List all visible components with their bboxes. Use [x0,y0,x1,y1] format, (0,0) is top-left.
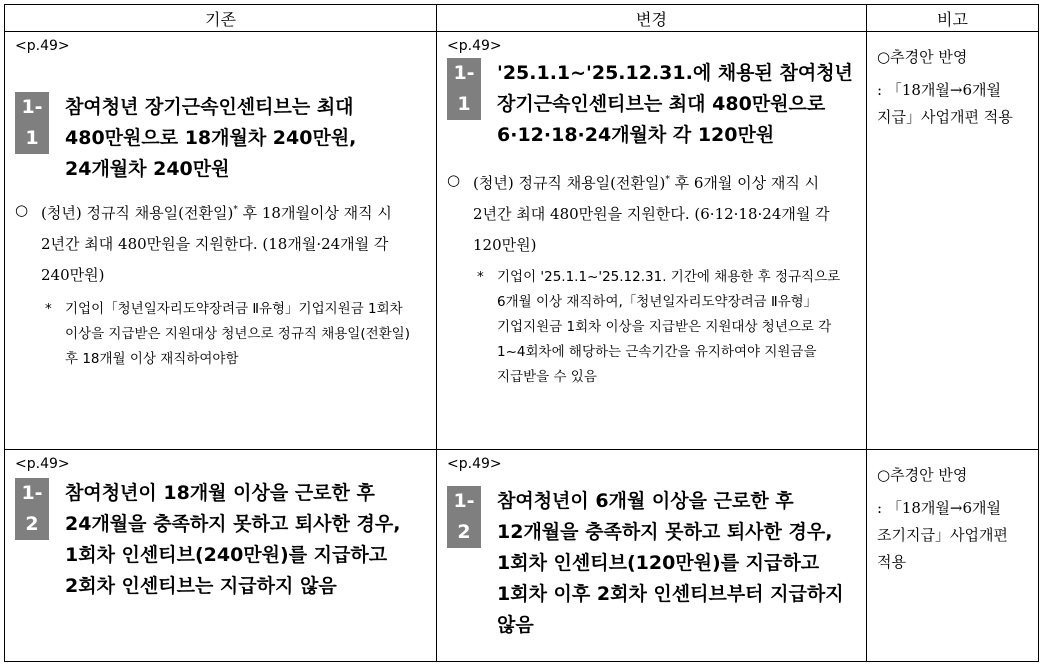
section-number-badge: 1- 2 [447,486,481,548]
section-number-badge: 1- 1 [447,58,481,120]
footnote: * 기업이「청년일자리도약장려금 Ⅱ유형」기업지원금 1회차 이상을 지급받은 지원대상 청년으로 정규직 채용일(전환일) 후 18개월 이상 재직하여야함 [45,297,426,372]
table-row [5,32,1039,450]
remarks-cell [867,32,1039,450]
header-remarks: 비고 [867,5,1039,32]
body-paragraph: ○ (청년) 정규직 채용일(전환일)* 후 6개월 이상 재직 시 2년간 최대 480만원을 지원한다. (6·12·18·24개월 각 120만원) [447,165,856,261]
header-after: 변경 [437,5,867,32]
heading-text: '25.1.1~'25.12.31.에 채용된 참여청년 장기근속인센티브는 최대 480만원으로 6·12·18·24개월차 각 120만원 [497,62,853,146]
heading-text: 참여청년 장기근속인센티브는 최대 480만원으로 18개월차 240만원, 24개월차 240만원 [65,96,357,180]
header-before: 기존 [5,5,437,32]
remarks-cell [867,450,1039,662]
body-paragraph: ○ (청년) 정규직 채용일(전환일)* 후 18개월이상 재직 시 2년간 최대 480만원을 지원한다. (18개월·24개월 각 240만원) [15,195,426,291]
remark-title: ○추경안 반영 [877,466,968,484]
heading-text: 참여청년이 18개월 이상을 근로한 후 24개월을 충족하지 못하고 퇴사한 경우, 1회차 인센티브(240만원)를 지급하고 2회차 인센티브는 지급하지 않음 [65,482,401,597]
heading-text: 참여청년이 6개월 이상을 근로한 후 12개월을 충족하지 못하고 퇴사한 경우, 1회차 인센티브(120만원)를 지급하고 1회차 이후 2회차 인센티브부터 지급하지 않음 [497,490,844,636]
page-ref: <p.49> [447,38,502,54]
remark-detail: : 「18개월→6개월 지급」사업개편 적용 [877,81,1013,126]
page-ref: <p.49> [447,456,502,472]
after-cell [437,32,867,450]
circle-bullet-icon: ○ [15,201,29,219]
asterisk-icon: * [477,269,484,285]
section-heading [447,486,856,641]
page-ref: <p.49> [15,456,70,472]
after-cell [437,450,867,662]
remark-detail: : 「18개월→6개월 조기지급」사업개편 적용 [877,499,1008,571]
section-number-badge: 1- 2 [15,478,49,540]
asterisk-icon: * [45,301,52,317]
page-ref: <p.49> [15,38,70,54]
section-heading [15,478,426,602]
before-cell [5,32,437,450]
circle-bullet-icon: ○ [447,171,461,189]
section-heading [447,58,856,151]
section-heading [15,92,426,185]
table-row [5,450,1039,662]
before-cell [5,450,437,662]
comparison-table [4,4,1039,662]
section-number-badge: 1- 1 [15,92,49,154]
footnote: * 기업이 '25.1.1~'25.12.31. 기간에 채용한 후 정규직으로 6개월 이상 재직하여,「청년일자리도약장려금 Ⅱ유형」기업지원금 1회차 이상을 지급받은 지원대상 청년으로 각 1~4회차에 해당하는 근속기간을 유지하여야 지원금을 지급받을 수 있음 [477,265,856,390]
remark-title: ○추경안 반영 [877,48,968,66]
